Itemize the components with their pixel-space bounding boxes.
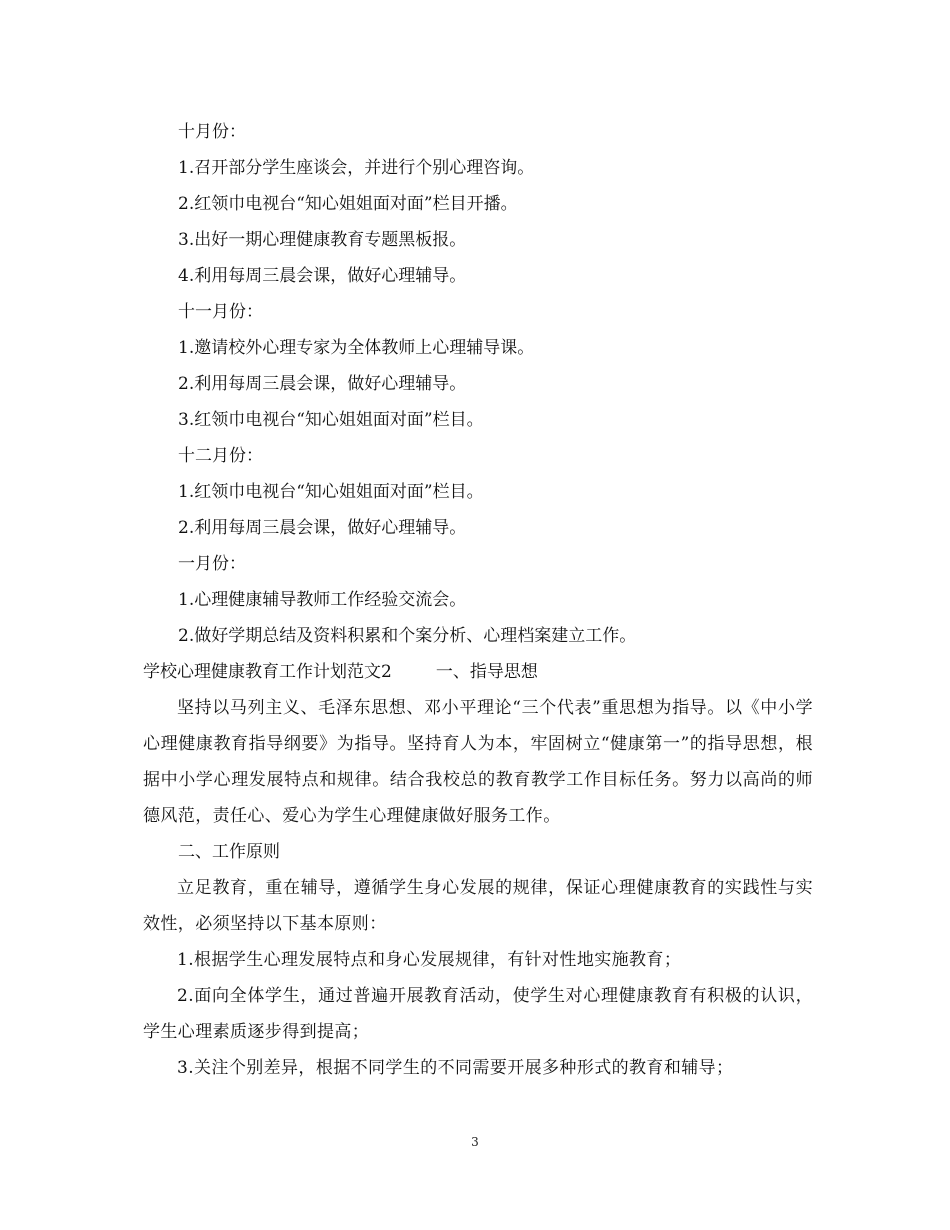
november-item: 1.邀请校外心理专家为全体教师上心理辅导课。	[178, 338, 535, 358]
principle-item: 3.关注个别差异，根据不同学生的不同需要开展多种形式的教育和辅导；	[177, 1058, 734, 1078]
october-item: 3.出好一期心理健康教育专题黑板报。	[178, 230, 467, 250]
october-heading: 十月份：	[178, 122, 246, 142]
january-item: 1.心理健康辅导教师工作经验交流会。	[178, 590, 467, 610]
principle-item: 2.面向全体学生，通过普遍开展教育活动，使学生对心理健康教育有积极的认识，学生心理素质逐步得到提高；	[143, 986, 813, 1042]
october-item: 4.利用每周三晨会课，做好心理辅导。	[178, 266, 467, 286]
november-item: 3.红领巾电视台“知心姐姐面对面”栏目。	[178, 410, 484, 430]
work-principles-paragraph: 立足教育，重在辅导，遵循学生身心发展的规律，保证心理健康教育的实践性与实效性，必须坚持以下基本原则：	[143, 878, 813, 934]
december-heading: 十二月份：	[178, 446, 263, 466]
january-item: 2.做好学期总结及资料积累和个案分析、心理档案建立工作。	[178, 626, 637, 646]
january-heading: 一月份：	[178, 554, 246, 574]
guiding-thought-paragraph: 坚持以马列主义、毛泽东思想、邓小平理论“三个代表”重思想为指导。以《中小学心理健康教育指导纲要》为指导。坚持育人为本，牢固树立“健康第一”的指导思想，根据中小学心理发展特点和规律。结合我校总的教育教学工作目标任务。努力以高尚的师德风范，责任心、爱心为学生心理健康做好服务工作。	[143, 698, 813, 826]
section-title-line	[143, 654, 813, 690]
work-principles-heading: 二、工作原则	[178, 842, 280, 862]
page-number: 3	[471, 1135, 479, 1149]
december-item: 1.红领巾电视台“知心姐姐面对面”栏目。	[178, 482, 484, 502]
october-item: 1.召开部分学生座谈会，并进行个别心理咨询。	[178, 158, 535, 178]
november-item: 2.利用每周三晨会课，做好心理辅导。	[178, 374, 467, 394]
december-item: 2.利用每周三晨会课，做好心理辅导。	[178, 518, 467, 538]
principle-item: 1.根据学生心理发展特点和身心发展规律，有针对性地实施教育；	[177, 950, 682, 970]
document-body	[143, 114, 813, 1086]
document-title: 学校心理健康教育工作计划范文2	[143, 662, 392, 682]
october-item: 2.红领巾电视台“知心姐姐面对面”栏目开播。	[178, 194, 518, 214]
november-heading: 十一月份：	[178, 302, 263, 322]
guiding-thought-heading: 一、指导思想	[435, 662, 538, 682]
